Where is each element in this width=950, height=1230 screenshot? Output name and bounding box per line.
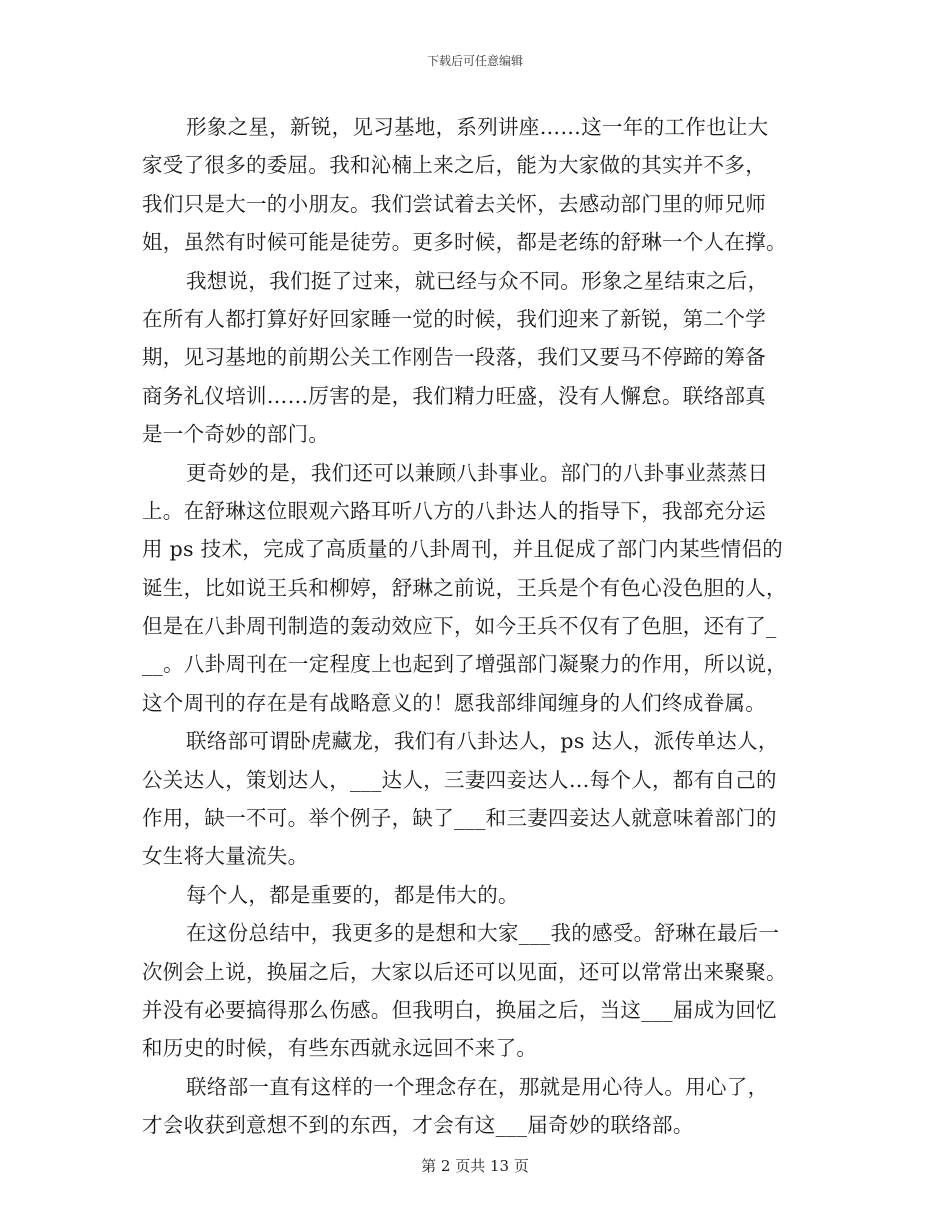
text-line: 姐，虽然有时候可能是徒劳。更多时候，都是老练的舒琳一个人在撑。: [142, 230, 787, 255]
text-line: 女生将大量流失。: [142, 844, 309, 869]
text-line: 家受了很多的委屈。我和沁楠上来之后，能为大家做的其实并不多，: [142, 153, 766, 178]
text-line: 次例会上说，换届之后，大家以后还可以见面，还可以常常出来聚聚。: [142, 959, 787, 984]
text-line: 联络部可谓卧虎藏龙，我们有八卦达人，ps 达人，派传单达人，: [186, 729, 779, 754]
text-line: 这个周刊的存在是有战略意义的！愿我部绯闻缠身的人们终成眷属。: [142, 690, 766, 715]
text-line: 在所有人都打算好好回家睡一觉的时候，我们迎来了新锐，第二个学: [142, 306, 766, 331]
text-line: 每个人，都是重要的，都是伟大的。: [186, 882, 519, 907]
text-line: 商务礼仪培训……厉害的是，我们精力旺盛，没有人懈怠。联络部真: [142, 383, 766, 408]
text-line: __。八卦周刊在一定程度上也起到了增强部门凝聚力的作用，所以说，: [142, 652, 788, 677]
text-line: 诞生，比如说王兵和柳婷，舒琳之前说，王兵是个有色心没色胆的人，: [142, 575, 787, 600]
page-header: 下载后可任意编辑: [426, 54, 523, 68]
text-line: 作用，缺一不可。举个例子，缺了___和三妻四妾达人就意味着部门的: [142, 806, 777, 831]
document-body: [142, 108, 810, 1145]
text-line: 期，见习基地的前期公关工作刚告一段落，我们又要马不停蹄的筹备: [142, 345, 766, 370]
page-footer: 第 2 页共 13 页: [421, 1157, 529, 1175]
text-line: 用 ps 技术，完成了高质量的八卦周刊，并且促成了部门内某些情侣的: [142, 537, 784, 562]
text-line: 公关达人，策划达人，___达人，三妻四妾达人…每个人，都有自己的: [142, 767, 777, 792]
text-line: 才会收获到意想不到的东西，才会有这___届奇妙的联络部。: [142, 1113, 694, 1138]
text-line: 我想说，我们挺了过来，就已经与众不同。形象之星结束之后，: [186, 268, 769, 293]
text-line: 并没有必要搞得那么伤感。但我明白，换届之后，当这___届成为回忆: [142, 997, 777, 1022]
text-line: 上。在舒琳这位眼观六路耳听八方的八卦达人的指导下，我部充分运: [142, 498, 766, 523]
text-line: 联络部一直有这样的一个理念存在，那就是用心待人。用心了，: [186, 1074, 769, 1099]
text-line: 更奇妙的是，我们还可以兼顾八卦事业。部门的八卦事业蒸蒸日: [186, 460, 769, 485]
text-line: 是一个奇妙的部门。: [142, 422, 330, 447]
text-line: 我们只是大一的小朋友。我们尝试着去关怀，去感动部门里的师兄师: [142, 191, 766, 216]
text-line: 在这份总结中，我更多的是想和大家___我的感受。舒琳在最后一: [186, 921, 780, 946]
text-line: 但是在八卦周刊制造的轰动效应下，如今王兵不仅有了色胆，还有了_: [142, 614, 777, 639]
text-line: 形象之星，新锐，见习基地，系列讲座……这一年的工作也让大: [186, 115, 769, 139]
text-line: 和历史的时候，有些东西就永远回不来了。: [142, 1036, 538, 1061]
